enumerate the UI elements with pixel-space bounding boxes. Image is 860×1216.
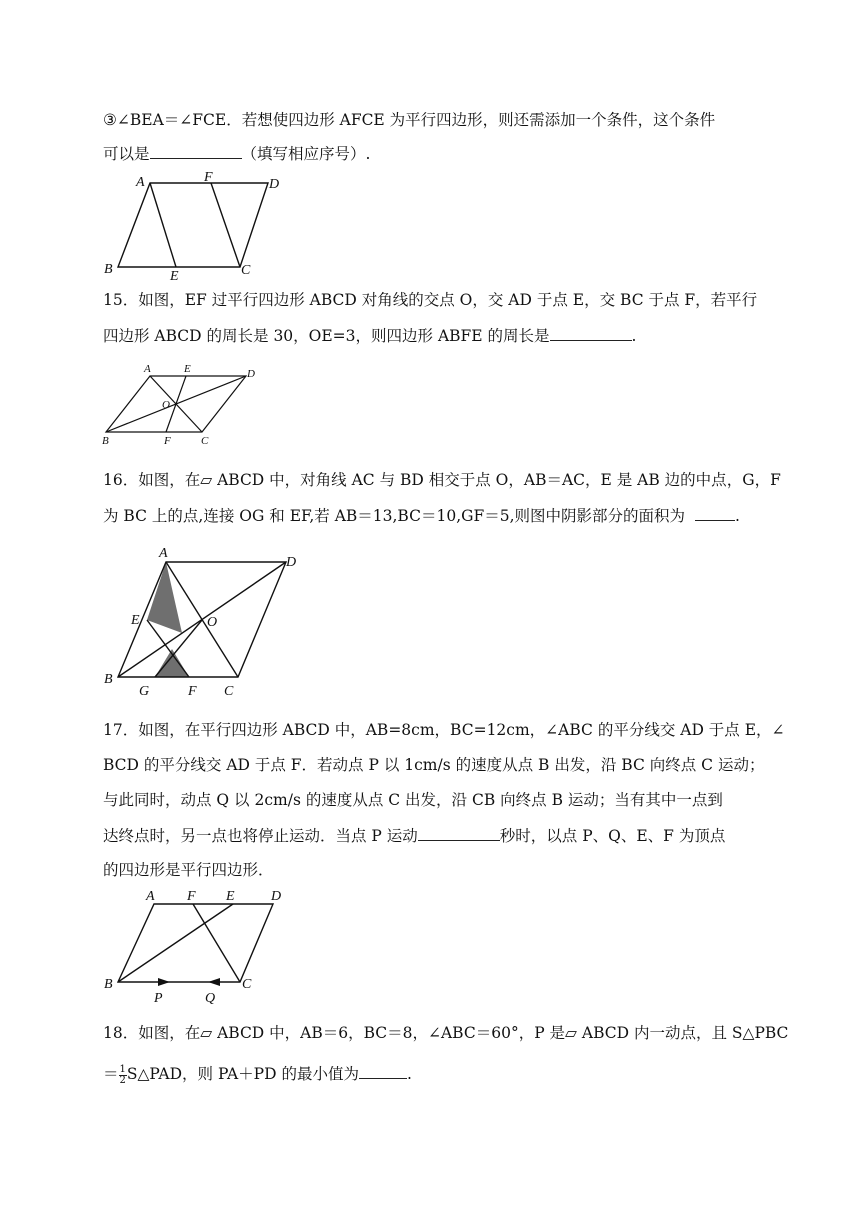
- q14-segment-ae: [150, 183, 176, 267]
- q18-fraction-denominator: 2: [119, 1074, 126, 1086]
- q18-line-2-end: .: [406, 1065, 412, 1083]
- q16-label-a: A: [159, 546, 168, 561]
- q14-answer-blank[interactable]: [150, 143, 242, 159]
- q16-label-b: B: [104, 672, 113, 687]
- q15-line-2-end: .: [631, 327, 637, 345]
- q14-answer-prefix: 可以是: [103, 145, 150, 163]
- q17-label-p: P: [154, 991, 163, 1005]
- q15-label-f: F: [164, 435, 171, 447]
- q15-label-b: B: [102, 435, 109, 447]
- q14-label-c: C: [241, 263, 251, 278]
- q17-line-5: 的四边形是平行四边形．: [103, 861, 274, 879]
- q17-line-1: 17．如图，在平行四边形 ABCD 中，AB=8cm，BC=12cm，∠ABC 的平分线交 AD 于点 E，∠: [103, 721, 785, 739]
- q16-figure: [100, 540, 310, 700]
- q18-line-2: [103, 1063, 412, 1086]
- q15-line-1: 15．如图，EF 过平行四边形 ABCD 对角线的交点 O，交 AD 于点 E，交 BC 于点 F，若平行: [103, 291, 758, 309]
- q17-label-d: D: [271, 889, 282, 904]
- q14-label-d: D: [269, 177, 280, 192]
- q17-label-a: A: [146, 889, 155, 904]
- q16-label-o: O: [207, 615, 218, 630]
- q16-line-2-end: .: [735, 507, 740, 525]
- q17-line-4: [103, 825, 725, 846]
- q18-fraction: [119, 1065, 127, 1086]
- q15-figure: [100, 360, 270, 450]
- q18-line-1: 18．如图，在▱ ABCD 中，AB＝6，BC＝8，∠ABC＝60°，P 是▱ ABCD 内一动点，且 S△PBC: [103, 1024, 789, 1042]
- q16-label-c: C: [224, 684, 234, 699]
- q17-line-4-text: 达终点时，另一点也将停止运动．当点 P 运动: [103, 827, 418, 845]
- q15-label-e: E: [184, 363, 191, 375]
- q18-fraction-numerator: 1: [119, 1063, 126, 1075]
- q15-label-d: D: [247, 368, 255, 380]
- q14-label-f: F: [204, 170, 213, 185]
- q17-line-4-end: 秒时，以点 P、Q、E、F 为顶点: [499, 827, 726, 845]
- q16-diagonal-bd: [118, 562, 286, 677]
- q17-label-e: E: [226, 889, 235, 904]
- q16-line-2-text: 为 BC 上的点,连接 OG 和 EF,若 AB＝13,BC＝10,GF＝5,则图中阴影部分的面积为: [103, 507, 686, 525]
- q16-line-2: [103, 505, 740, 526]
- q16-line-1: 16．如图，在▱ ABCD 中，对角线 AC 与 BD 相交于点 O，AB＝AC，E 是 AB 边的中点，G，F: [103, 471, 781, 489]
- q16-label-d: D: [286, 555, 297, 570]
- q14-segment-fc: [211, 183, 240, 267]
- q14-parallelogram: [118, 183, 268, 267]
- q14-label-b: B: [104, 262, 113, 277]
- q16-answer-blank[interactable]: [695, 505, 735, 521]
- q17-label-f: F: [187, 889, 196, 904]
- q17-label-c: C: [242, 977, 252, 992]
- q17-line-2: BCD 的平分线交 AD 于点 F．若动点 P 以 1cm/s 的速度从点 B 出发，沿 BC 向终点 C 运动；: [103, 756, 765, 774]
- q17-figure: [100, 885, 300, 1005]
- q17-answer-blank[interactable]: [418, 825, 500, 841]
- q14-condition3-line: ③∠BEA＝∠FCE．若想使四边形 AFCE 为平行四边形，则还需添加一个条件，这个条件: [103, 111, 716, 129]
- q14-label-a: A: [136, 175, 145, 190]
- q17-arrow-p-icon: [158, 978, 170, 986]
- q14-figure: [100, 170, 290, 280]
- q15-line-2: [103, 325, 636, 346]
- q14-answer-line: [103, 143, 370, 164]
- q15-label-o: O: [162, 399, 170, 411]
- q15-answer-blank[interactable]: [550, 325, 632, 341]
- q15-label-a: A: [144, 363, 151, 375]
- q17-parallelogram: [118, 904, 273, 982]
- q14-label-e: E: [170, 269, 179, 280]
- q16-label-g: G: [139, 684, 150, 699]
- q16-label-f: F: [188, 684, 197, 699]
- q16-shaded-triangle-top: [147, 562, 182, 633]
- q18-answer-blank[interactable]: [359, 1063, 407, 1079]
- q17-label-q: Q: [205, 991, 216, 1005]
- q15-label-c: C: [201, 435, 209, 447]
- q14-answer-suffix: （填写相应序号）.: [241, 145, 371, 163]
- q17-label-b: B: [104, 977, 113, 992]
- q16-label-e: E: [131, 613, 140, 628]
- q17-arrow-q-icon: [208, 978, 220, 986]
- q18-equals: ＝: [103, 1065, 119, 1083]
- q18-line-2-text: S△PAD，则 PA＋PD 的最小值为: [126, 1065, 359, 1083]
- q17-line-3: 与此同时，动点 Q 以 2cm/s 的速度从点 C 出发，沿 CB 向终点 B 运动；当有其中一点到: [103, 791, 723, 809]
- q15-line-2-text: 四边形 ABCD 的周长是 30，OE=3，则四边形 ABFE 的周长是: [103, 327, 550, 345]
